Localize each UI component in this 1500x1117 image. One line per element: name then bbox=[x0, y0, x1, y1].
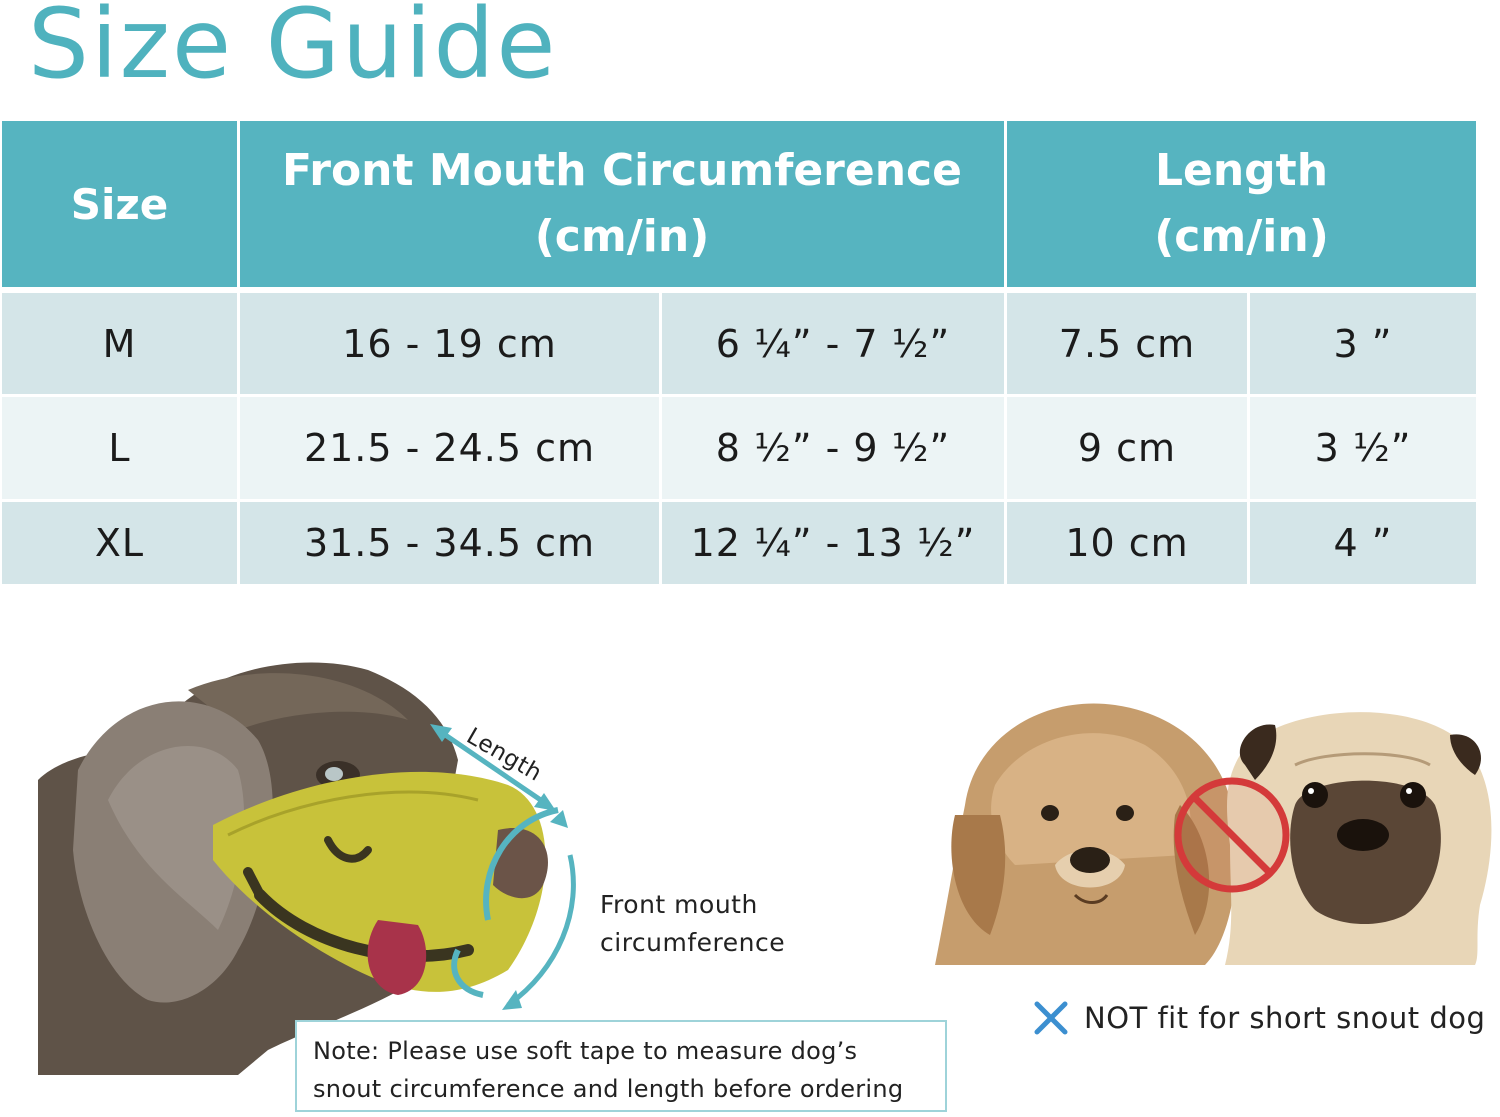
header-size-label: Size bbox=[70, 179, 169, 229]
cross-icon bbox=[1032, 998, 1072, 1038]
cell-length-in: 4 ” bbox=[1250, 502, 1476, 584]
note-box bbox=[295, 1020, 947, 1112]
mouth-circumference-label-line1: Front mouth bbox=[600, 890, 758, 919]
header-length-line1: Length bbox=[1154, 145, 1329, 196]
note-line1: Note: Please use soft tape to measure dog’s bbox=[313, 1037, 858, 1065]
header-size bbox=[2, 121, 237, 287]
cell-size: M bbox=[2, 293, 237, 394]
muzzled-dog-illustration bbox=[38, 650, 618, 1075]
cell-mouth-in: 12 ¼” - 13 ½” bbox=[662, 502, 1004, 584]
cell-mouth-cm: 31.5 - 34.5 cm bbox=[240, 502, 659, 584]
cell-length-in: 3 ” bbox=[1250, 293, 1476, 394]
header-front-mouth-line2: (cm/in) bbox=[534, 211, 710, 262]
cell-length-cm: 10 cm bbox=[1007, 502, 1247, 584]
cell-mouth-cm: 21.5 - 24.5 cm bbox=[240, 397, 659, 499]
cell-length-in: 3 ½” bbox=[1250, 397, 1476, 499]
header-front-mouth bbox=[240, 121, 1004, 287]
note-line2: snout circumference and length before ordering bbox=[313, 1075, 904, 1103]
cell-mouth-in: 6 ¼” - 7 ½” bbox=[662, 293, 1004, 394]
header-front-mouth-line1: Front Mouth Circumference bbox=[282, 145, 962, 196]
header-length bbox=[1007, 121, 1476, 287]
cell-mouth-in: 8 ½” - 9 ½” bbox=[662, 397, 1004, 499]
mouth-circumference-label-line2: circumference bbox=[600, 928, 786, 957]
cell-length-cm: 7.5 cm bbox=[1007, 293, 1247, 394]
short-snout-warning bbox=[1032, 998, 1485, 1038]
cell-length-cm: 9 cm bbox=[1007, 397, 1247, 499]
cell-size: L bbox=[2, 397, 237, 499]
header-length-line2: (cm/in) bbox=[1154, 211, 1329, 262]
length-label: Length bbox=[462, 723, 547, 787]
page-title: Size Guide bbox=[28, 0, 558, 100]
cell-mouth-cm: 16 - 19 cm bbox=[240, 293, 659, 394]
warning-text: NOT fit for short snout dog bbox=[1084, 1001, 1486, 1035]
short-snout-dogs-illustration bbox=[935, 695, 1500, 965]
cell-size: XL bbox=[2, 502, 237, 584]
